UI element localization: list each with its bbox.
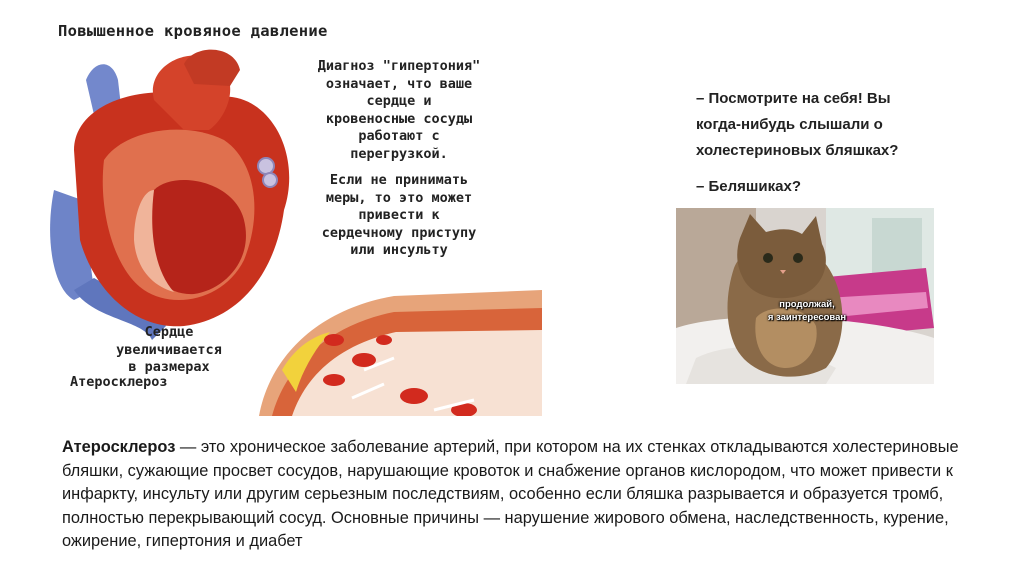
hypertension-infographic [34, 18, 542, 416]
cat-meme-image [676, 208, 934, 384]
infographic-title: Повышенное кровяное давление [58, 22, 328, 40]
blood-cell [323, 374, 345, 386]
dialogue-line: – Беляшиках? [696, 178, 801, 195]
joke-dialogue [696, 86, 966, 200]
meme-caption: продолжай, я заинтересован [767, 299, 847, 323]
atherosclerosis-definition [62, 436, 972, 554]
dialogue-line: холестериновых бляшках? [696, 142, 899, 159]
cat-photo [676, 208, 934, 384]
definition-term: Атеросклероз [62, 438, 176, 456]
blood-cell [324, 334, 344, 346]
definition-body: — это хроническое заболевание артерий, при котором на их стенках откладываются холестериновые бляшки, сужающие просвет сосудов, нарушающие кровоток и снабжение органов кислородом, что может привести к инфаркту, инсульту или другим серьезным последствиям, особенно если бляшка разрывается и образуется тромб, полностью перекрывающий сосуд. Основные причины — нарушение жирового обмена, наследственность, курение, ожирение, гипертония и диабет [62, 438, 959, 550]
dialogue-line: когда-нибудь слышали о [696, 116, 883, 133]
blood-cell [376, 335, 392, 345]
dialogue-line: – Посмотрите на себя! Вы [696, 90, 891, 107]
blood-cell [352, 353, 376, 367]
blood-cell [400, 388, 428, 404]
atherosclerosis-label: Атеросклероз [70, 374, 168, 390]
diagnosis-text: Диагноз "гипертония" означает, что ваше сердце и кровеносные сосуды работают с перегрузкой. [317, 58, 481, 162]
heart-label: Сердце увеличивается в размерах [116, 324, 222, 375]
aorta-top [184, 50, 240, 86]
risk-text: Если не принимать меры, то это может привести к сердечному приступу или инсульту [321, 172, 477, 258]
